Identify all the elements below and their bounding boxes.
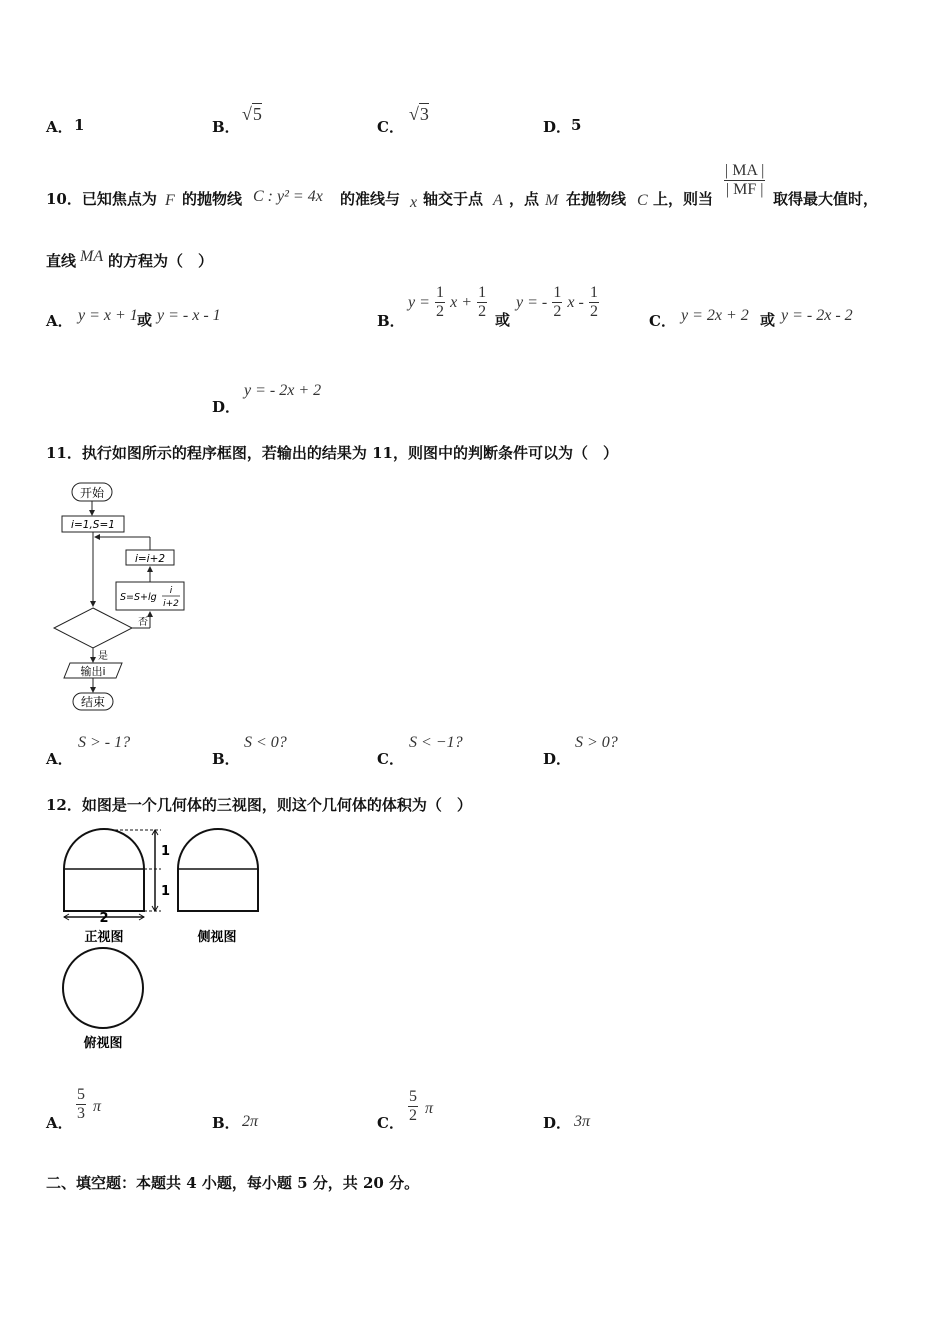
q11-b-label: B． xyxy=(212,750,240,768)
q12-a-label: A． xyxy=(46,1114,73,1132)
q10-text-5: ，点 xyxy=(509,190,540,208)
q10-var-m: M xyxy=(545,192,559,209)
q12-b-label: B． xyxy=(212,1114,240,1132)
q10-b-eq1 xyxy=(408,284,487,321)
flow-end-text: 结束 xyxy=(80,695,106,709)
q10-text-4: 轴交于点 xyxy=(423,190,484,208)
q12-a-den: 3 xyxy=(77,1105,85,1122)
q10-b-y1: y = xyxy=(408,294,430,311)
q10-ratio-den: | MF | xyxy=(725,181,764,198)
q10-line2-2: 的方程为（ ） xyxy=(108,252,214,270)
q12-d-value: 3π xyxy=(574,1113,591,1130)
q10-curve: C : y² = 4x xyxy=(253,188,323,205)
q10-b-x2: x - xyxy=(567,294,584,311)
q10-b-frac4-den: 2 xyxy=(589,303,598,320)
q10-var-c: C xyxy=(637,192,648,209)
q12-c-num: 5 xyxy=(409,1088,417,1105)
flow-decision-node xyxy=(54,608,132,648)
q12-three-views xyxy=(55,825,275,1065)
q9-d-label: D． xyxy=(543,118,572,136)
q10-text-1: 10．已知焦点为 xyxy=(46,190,157,208)
q12-c-den: 2 xyxy=(409,1107,417,1124)
q11-b-value: S < 0? xyxy=(244,734,287,751)
q10-b-frac2-num: 1 xyxy=(478,284,487,301)
q10-b-or: 或 xyxy=(495,311,511,329)
section-2-title: 二、填空题：本题共 4 小题，每小题 5 分，共 20 分。 xyxy=(46,1174,420,1192)
q9-d-value: 5 xyxy=(571,116,582,134)
q10-b-eq2 xyxy=(516,284,599,321)
q12-a-frac xyxy=(76,1086,86,1123)
q11-a-value: S > - 1? xyxy=(78,734,131,751)
flow-update-pre: S=S+lg xyxy=(120,592,157,603)
q10-b-frac3-den: 2 xyxy=(553,303,562,320)
q12-text: 12．如图是一个几何体的三视图，则这个几何体的体积为（ ） xyxy=(46,796,472,814)
q10-text-2: 的抛物线 xyxy=(182,190,243,208)
q10-b-x1: x + xyxy=(450,294,472,311)
flow-no-label: 否 xyxy=(138,617,148,628)
q9-a-value: 1 xyxy=(74,116,85,134)
flow-output-text: 输出i xyxy=(80,665,106,678)
q10-var-f: F xyxy=(165,192,175,209)
q12-a-num: 5 xyxy=(77,1086,85,1103)
q9-c-sqrt: √3 xyxy=(409,104,429,124)
q10-b-frac1-num: 1 xyxy=(436,284,444,301)
dim-width-2: 2 xyxy=(99,911,109,926)
q10-a-or: 或 xyxy=(137,311,153,329)
side-view-shape xyxy=(178,829,258,911)
flow-update-den: i+2 xyxy=(163,599,179,609)
q11-flowchart xyxy=(40,478,210,718)
q10-b-frac2-den: 2 xyxy=(478,303,487,320)
q10-a-eq1: y = x + 1 xyxy=(78,307,138,324)
q9-b-label: B． xyxy=(212,118,240,136)
q10-text-8: 取得最大值时， xyxy=(773,190,879,208)
flow-yes-label: 是 xyxy=(98,651,108,662)
q9-c-label: C． xyxy=(377,118,404,136)
q10-text-3: 的准线与 xyxy=(340,190,401,208)
q10-c-eq1: y = 2x + 2 xyxy=(681,307,749,324)
q12-c-frac xyxy=(408,1088,418,1125)
flow-update-num: i xyxy=(169,586,173,596)
q10-text-6: 在抛物线 xyxy=(566,190,627,208)
q12-d-label: D． xyxy=(543,1114,572,1132)
q10-var-a: A xyxy=(493,192,503,209)
q10-b-frac4-num: 1 xyxy=(589,284,598,301)
q10-c-eq2: y = - 2x - 2 xyxy=(781,307,853,324)
q11-d-label: D． xyxy=(543,750,572,768)
q11-c-label: C． xyxy=(377,750,404,768)
top-view-circle xyxy=(63,948,143,1028)
flow-start-text: 开始 xyxy=(79,486,105,500)
q12-c-label: C． xyxy=(377,1114,404,1132)
q10-text-7: 上，则当 xyxy=(653,190,714,208)
q12-c-pi: π xyxy=(425,1100,434,1117)
q11-c-value: S < −1? xyxy=(409,734,463,751)
q10-b-label: B． xyxy=(377,312,405,330)
front-view-shape xyxy=(64,829,144,911)
front-view-label: 正视图 xyxy=(84,930,124,945)
q10-b-frac3-num: 1 xyxy=(553,284,562,301)
q10-c-label: C． xyxy=(649,312,676,330)
q11-a-label: A． xyxy=(46,750,73,768)
q12-a-pi: π xyxy=(93,1098,102,1115)
q10-a-label: A． xyxy=(46,312,73,330)
q9-b-sqrt: √5 xyxy=(242,104,262,124)
q10-line2-1: 直线 xyxy=(46,252,77,270)
top-view-label: 俯视图 xyxy=(83,1036,123,1051)
q11-d-value: S > 0? xyxy=(575,734,618,751)
q12-b-value: 2π xyxy=(242,1113,259,1130)
q9-a-label: A． xyxy=(46,118,73,136)
q11-text: 11．执行如图所示的程序框图，若输出的结果为 11，则图中的判断条件可以为（ ） xyxy=(46,444,618,462)
dim-bottom-1: 1 xyxy=(161,884,171,899)
flow-init-text: i=1,S=1 xyxy=(71,519,115,531)
q10-a-eq2: y = - x - 1 xyxy=(157,307,221,324)
q10-b-y2: y = - xyxy=(516,294,548,311)
q10-var-x: x xyxy=(410,194,418,211)
dim-top-1: 1 xyxy=(161,844,171,859)
q10-d-label: D． xyxy=(212,398,241,416)
q10-b-frac1-den: 2 xyxy=(436,303,444,320)
q10-d-eq: y = - 2x + 2 xyxy=(244,382,322,399)
flow-inc-text: i=i+2 xyxy=(134,553,166,565)
side-view-label: 侧视图 xyxy=(197,930,237,945)
q10-ratio xyxy=(724,162,765,199)
q10-var-ma: MA xyxy=(80,248,104,265)
q10-ratio-num: | MA | xyxy=(725,162,765,179)
q10-c-or: 或 xyxy=(760,311,776,329)
